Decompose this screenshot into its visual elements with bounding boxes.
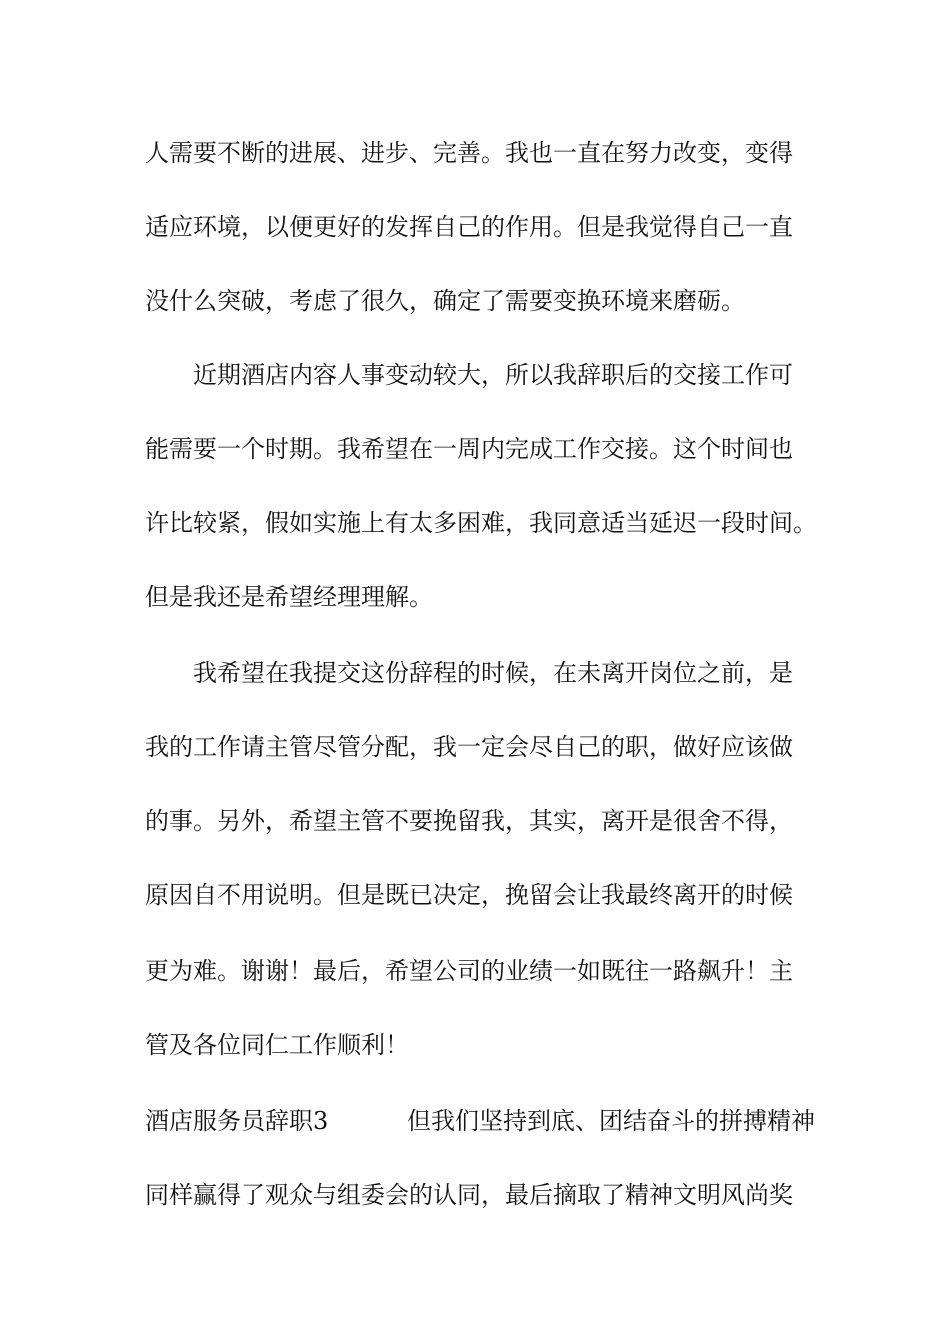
section-title: 酒店服务员辞职3	[145, 1107, 329, 1135]
text-line-6: 许比较紧，假如实施上有太多困难，我同意适当延迟一段时间。	[145, 509, 817, 537]
text-line-7: 但是我还是希望经理理解。	[145, 583, 433, 611]
text-line-9: 我的工作请主管尽管分配，我一定会尽自己的职，做好应该做	[145, 733, 793, 761]
text-line-1: 人需要不断的进展、进步、完善。我也一直在努力改变，变得	[145, 139, 793, 167]
section-heading-line	[145, 1106, 815, 1136]
text-line-4: 近期酒店内容人事变动较大，所以我辞职后的交接工作可	[193, 361, 793, 389]
text-line-10: 的事。另外，希望主管不要挽留我，其实，离开是很舍不得，	[145, 807, 793, 835]
text-line-3: 没什么突破，考虑了很久，确定了需要变换环境来磨砺。	[145, 287, 745, 315]
section-text: 但我们坚持到底、团结奋斗的拼搏精神	[407, 1107, 815, 1135]
text-line-13: 管及各位同仁工作顺利！	[145, 1031, 409, 1059]
text-line-8: 我希望在我提交这份辞程的时候，在未离开岗位之前，是	[193, 659, 793, 687]
text-line-11: 原因自不用说明。但是既已决定，挽留会让我最终离开的时候	[145, 881, 793, 909]
text-line-2: 适应环境，以便更好的发挥自己的作用。但是我觉得自己一直	[145, 213, 793, 241]
text-line-12: 更为难。谢谢！最后，希望公司的业绩一如既往一路飙升！主	[145, 957, 793, 985]
text-line-5: 能需要一个时期。我希望在一周内完成工作交接。这个时间也	[145, 435, 793, 463]
text-line-15: 同样赢得了观众与组委会的认同，最后摘取了精神文明风尚奖	[145, 1181, 793, 1209]
